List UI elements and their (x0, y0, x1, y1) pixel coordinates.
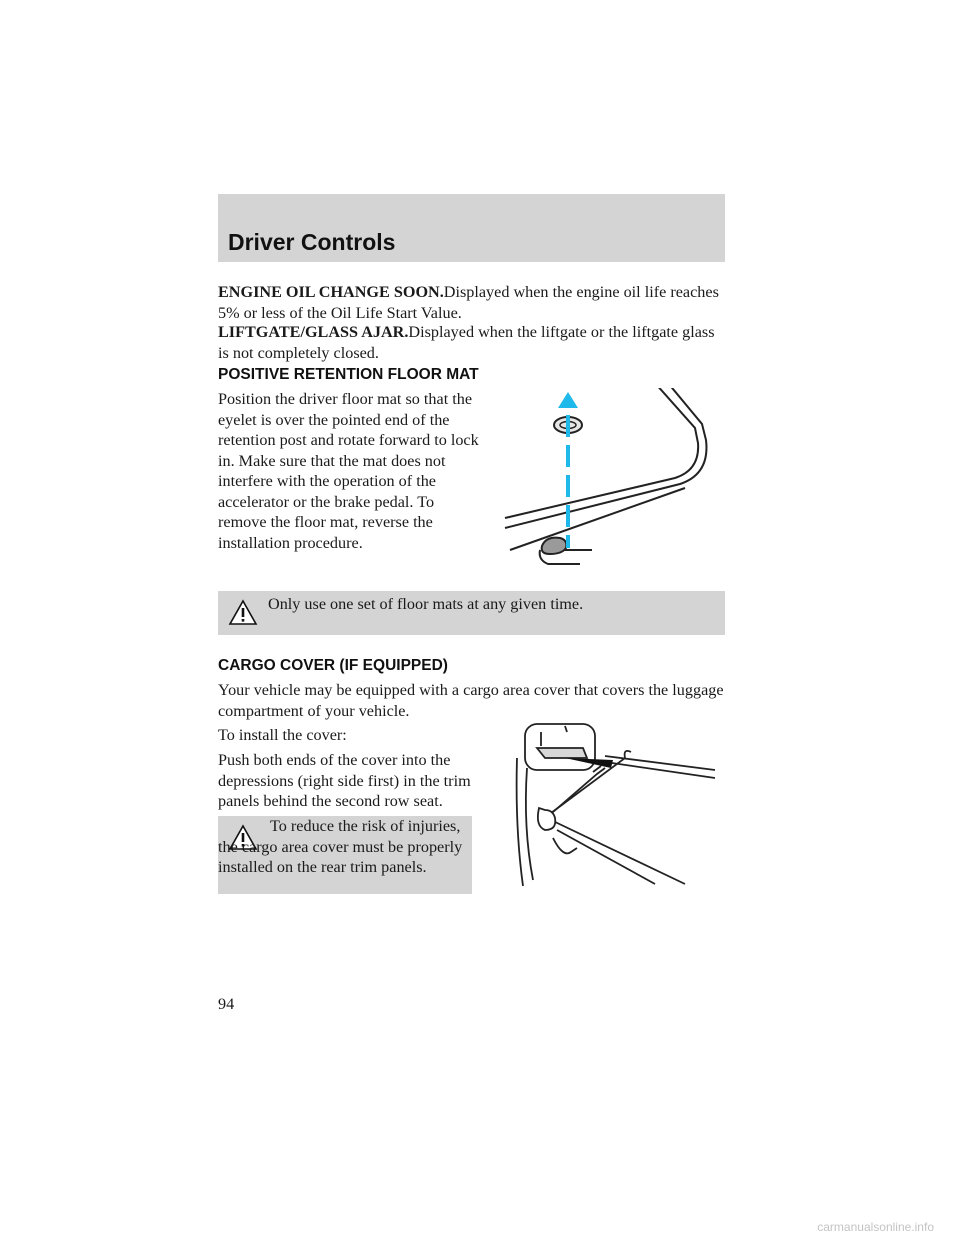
message-text: Displayed when the engine oil life reaches 5% or less of the Oil Life Start Value. (218, 283, 719, 322)
cargo-cover-install-label: To install the cover: (218, 726, 347, 744)
page-number: 94 (218, 995, 235, 1013)
message-engine-oil (218, 282, 728, 323)
floor-mat-body: Position the driver floor mat so that the eyelet is over the pointed end of the retention post and rotate forward to lock in. Make sure that the mat does not interfere with the operation of the accelerator or the brake pedal. To remove the floor mat, reverse the installation procedure. (218, 390, 479, 552)
message-liftgate (218, 322, 728, 363)
warning-box-floor-mat (218, 591, 725, 635)
message-term: ENGINE OIL CHANGE SOON. (218, 283, 444, 301)
cargo-cover-intro: Your vehicle may be equipped with a cargo area cover that covers the luggage compartment of your vehicle. (218, 681, 724, 720)
warning-text: To reduce the risk of injuries, the cargo area cover must be properly installed on the rear trim panels. (218, 817, 463, 876)
warning-triangle-icon (228, 599, 258, 626)
warning-text: Only use one set of floor mats at any given time. (268, 595, 584, 613)
cargo-cover-illustration (505, 718, 720, 886)
floor-mat-illustration (500, 388, 710, 578)
section-heading-floor-mat: POSITIVE RETENTION FLOOR MAT (218, 366, 479, 383)
cargo-cover-step: Push both ends of the cover into the depressions (right side first) in the trim panels behind the second row seat. (218, 751, 471, 810)
watermark: carmanualsonline.info (817, 1220, 934, 1234)
section-heading-cargo-cover: CARGO COVER (IF EQUIPPED) (218, 657, 448, 674)
message-text: Displayed when the liftgate or the liftgate glass is not completely closed. (218, 323, 715, 362)
page-title: Driver Controls (228, 229, 396, 255)
warning-box-cargo-cover (218, 816, 472, 894)
message-term: LIFTGATE/GLASS AJAR. (218, 323, 409, 341)
header-bar (218, 194, 725, 262)
